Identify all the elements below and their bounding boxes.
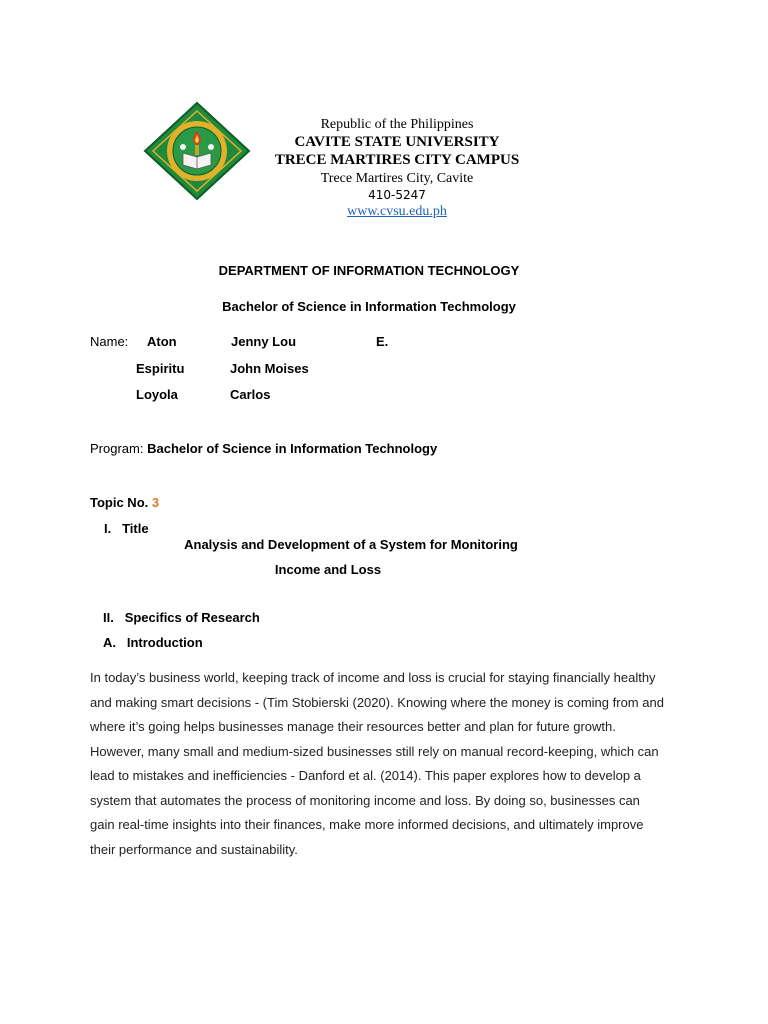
member-middle-initial: E.: [376, 334, 389, 349]
member-first-name: Jenny Lou: [231, 334, 297, 349]
program-line: [90, 441, 437, 457]
topic-line: [90, 495, 159, 511]
subsection-label: Introduction: [126, 635, 203, 650]
member-first-name: Carlos: [230, 387, 271, 402]
program-label: Program:: [90, 441, 144, 456]
program-heading: Bachelor of Science in Information Techmology: [222, 299, 516, 314]
section-specifics-heading: [103, 610, 260, 626]
department-heading: DEPARTMENT OF INFORMATION TECHNOLOGY: [218, 263, 520, 278]
website-link[interactable]: www.cvsu.edu.ph: [347, 204, 447, 219]
program-value: Bachelor of Science in Information Technology: [147, 441, 438, 456]
section-numeral: II.: [103, 610, 114, 625]
member-last-name: Loyola: [136, 387, 178, 402]
topic-number: 3: [151, 495, 160, 510]
member-first-name: John Moises: [230, 361, 309, 376]
section-title-heading: [104, 521, 149, 537]
letterhead: [247, 116, 547, 220]
research-title-line1: Analysis and Development of a System for Monitoring: [184, 537, 518, 552]
university-seal-logo: [143, 101, 251, 201]
university-name: CAVITE STATE UNIVERSITY: [294, 134, 500, 150]
member-last-name: Espiritu: [136, 361, 185, 376]
subsection-letter: A.: [103, 635, 116, 650]
campus-city: Trece Martires City, Cavite: [320, 171, 474, 186]
topic-label: Topic No.: [90, 495, 149, 510]
section-numeral: I.: [104, 521, 112, 536]
name-label: Name:: [90, 334, 129, 349]
section-label: Specifics of Research: [124, 610, 260, 625]
campus-phone: 410-5247: [368, 188, 426, 202]
campus-name: TRECE MARTIRES CITY CAMPUS: [274, 152, 520, 168]
member-last-name: Aton: [147, 334, 177, 349]
introduction-paragraph: In today’s business world, keeping track of income and loss is crucial for staying financially healthy and making smart decisions - (Tim Stobierski (2020). Knowing where the money is coming from and where it’s going helps businesses manage their resources better and plan for future growth. However, many small and medium-sized businesses still rely on manual record-keeping, which can lead to mistakes and inefficiencies - Danford et al. (2014). This paper explores how to develop a system that automates the process of monitoring income and loss. By doing so, businesses can gain real-time insights into their finances, make more informed decisions, and ultimately improve their performance and sustainability.: [90, 670, 664, 857]
republic-line: Republic of the Philippines: [320, 117, 474, 132]
section-label: Title: [122, 521, 149, 536]
subsection-introduction-heading: [103, 635, 203, 651]
research-title-line2: Income and Loss: [274, 562, 382, 577]
